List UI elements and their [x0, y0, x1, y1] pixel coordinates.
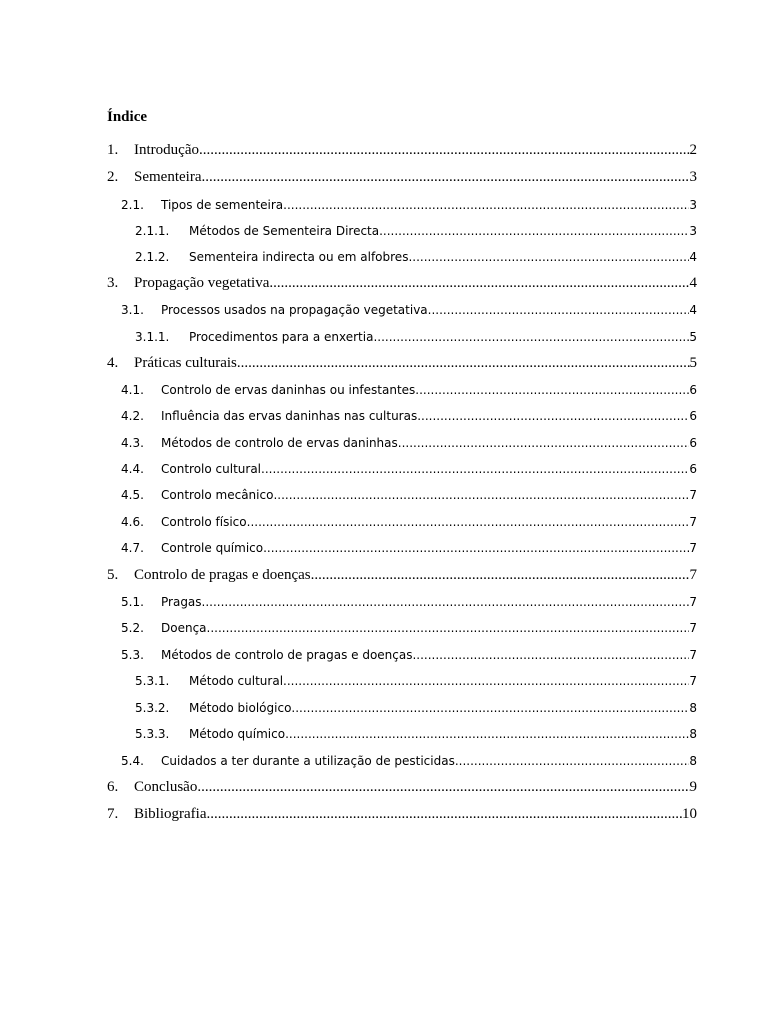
toc-entry-page: 7 [689, 567, 697, 583]
toc-entry[interactable] [121, 754, 697, 772]
toc-entry-number: 5. [107, 567, 119, 583]
toc-entry-page: 3 [689, 224, 697, 238]
toc-entry-page: 7 [689, 595, 697, 609]
toc-entry-number: 6. [107, 779, 119, 795]
toc-entry[interactable] [135, 330, 697, 348]
toc-entry-title: Práticas culturais [134, 355, 237, 371]
toc-entry-title: Tipos de sementeira [161, 198, 284, 212]
toc-entry-number: 3. [107, 275, 119, 291]
toc-entry-number: 4.7. [121, 541, 144, 555]
toc-entry-number: 2.1. [121, 198, 144, 212]
toc-leader-dots [311, 567, 690, 584]
toc-entry-title: Sementeira indirecta ou em alfobres [189, 250, 409, 264]
toc-entry-title: Cuidados a ter durante a utilização de pesticidas [161, 754, 455, 768]
toc-entry-number: 4.1. [121, 383, 144, 397]
toc-entry[interactable] [107, 275, 697, 295]
toc-entry[interactable] [121, 303, 697, 321]
toc-entry-number: 1. [107, 142, 119, 158]
toc-entry-page: 7 [689, 541, 697, 555]
toc-entry-title: Controlo mecânico [161, 488, 274, 502]
toc-entry-title: Doença [161, 621, 207, 635]
toc-entry-page: 7 [689, 621, 697, 635]
toc-entry-number: 4.2. [121, 409, 144, 423]
toc-entry[interactable] [107, 169, 697, 189]
toc-entry-page: 5 [689, 330, 697, 344]
toc-entry-number: 4.3. [121, 436, 144, 450]
toc-entry-title: Métodos de Sementeira Directa [189, 224, 380, 238]
toc-entry[interactable] [107, 567, 697, 587]
toc-entry-page: 7 [689, 648, 697, 662]
toc-entry[interactable] [121, 436, 697, 454]
toc-entry-number: 5.1. [121, 595, 144, 609]
toc-entry-page: 10 [682, 806, 697, 822]
toc-entry-title: Bibliografia [134, 806, 207, 822]
toc-entry-page: 3 [689, 169, 697, 185]
toc-leader-dots [283, 674, 689, 688]
toc-entry-title: Procedimentos para a enxertia [189, 330, 374, 344]
toc-leader-dots [202, 595, 690, 609]
toc-entry[interactable] [121, 198, 697, 216]
toc-entry-number: 4.6. [121, 515, 144, 529]
toc-entry-page: 6 [689, 436, 697, 450]
toc-entry-page: 3 [689, 198, 697, 212]
toc-leader-dots [247, 515, 690, 529]
toc-entry-page: 6 [689, 383, 697, 397]
toc-entry-page: 6 [689, 462, 697, 476]
toc-entry-title: Método químico [189, 727, 286, 741]
toc-entry[interactable] [135, 250, 697, 268]
toc-entry-number: 2.1.1. [135, 224, 170, 238]
toc-entry-number: 3.1. [121, 303, 144, 317]
toc-entry-title: Métodos de controlo de pragas e doenças [161, 648, 413, 662]
toc-entry-number: 5.2. [121, 621, 144, 635]
toc-entry-page: 6 [689, 409, 697, 423]
toc-entry[interactable] [107, 142, 697, 162]
toc-entry-number: 5.3. [121, 648, 144, 662]
toc-entry-page: 9 [689, 779, 697, 795]
toc-leader-dots [428, 303, 690, 317]
toc-entry[interactable] [121, 648, 697, 666]
toc-entry-page: 8 [689, 754, 697, 768]
toc-entry-title: Influência das ervas daninhas nas culturas [161, 409, 418, 423]
toc-leader-dots [199, 142, 690, 159]
toc-leader-dots [373, 330, 689, 344]
toc-entry-title: Propagação vegetativa [134, 275, 270, 291]
toc-entry-title: Controlo de ervas daninhas ou infestantes [161, 383, 416, 397]
toc-entry[interactable] [121, 462, 697, 480]
toc-entry-page: 4 [689, 303, 697, 317]
toc-entry-number: 4.4. [121, 462, 144, 476]
toc-leader-dots [201, 169, 689, 186]
toc-leader-dots [237, 355, 690, 372]
toc-entry[interactable] [121, 621, 697, 639]
toc-entry[interactable] [135, 701, 697, 719]
toc-entry-page: 4 [689, 275, 697, 291]
toc-leader-dots [206, 806, 682, 823]
toc-entry-page: 7 [689, 674, 697, 688]
toc-entry-title: Controlo cultural [161, 462, 262, 476]
toc-entry-number: 2.1.2. [135, 250, 170, 264]
toc-leader-dots [408, 250, 689, 264]
toc-entry-number: 4.5. [121, 488, 144, 502]
toc-entry-page: 2 [689, 142, 697, 158]
toc-leader-dots [207, 621, 690, 635]
toc-leader-dots [455, 754, 690, 768]
toc-entry-number: 4. [107, 355, 119, 371]
toc-entry-title: Sementeira [134, 169, 202, 185]
toc-entry-title: Método cultural [189, 674, 284, 688]
toc-leader-dots [197, 779, 689, 796]
toc-entry-number: 7. [107, 806, 119, 822]
toc-entry[interactable] [121, 541, 697, 559]
toc-entry[interactable] [107, 355, 697, 375]
toc-entry-title: Métodos de controlo de ervas daninhas [161, 436, 398, 450]
toc-entry-number: 3.1.1. [135, 330, 170, 344]
toc-entry-title: Processos usados na propagação vegetativa [161, 303, 428, 317]
toc-entry-page: 8 [689, 701, 697, 715]
toc-entry[interactable] [135, 224, 697, 242]
toc-entry-page: 7 [689, 515, 697, 529]
toc-entry[interactable] [121, 488, 697, 506]
toc-entry[interactable] [135, 727, 697, 745]
toc-leader-dots [283, 198, 689, 212]
toc-leader-dots [291, 701, 689, 715]
toc-title: Índice [107, 109, 148, 125]
toc-entry-title: Controlo físico [161, 515, 247, 529]
toc-entry[interactable] [121, 409, 697, 427]
toc-entry-number: 5.4. [121, 754, 144, 768]
toc-leader-dots [273, 488, 689, 502]
toc-leader-dots [269, 275, 689, 292]
toc-entry[interactable] [121, 383, 697, 401]
toc-entry-title: Introdução [134, 142, 199, 158]
toc-entry-title: Pragas [161, 595, 202, 609]
toc-entry-page: 5 [689, 355, 697, 371]
toc-entry-number: 5.3.2. [135, 701, 170, 715]
toc-entry-title: Controlo de pragas e doenças [134, 567, 311, 583]
toc-leader-dots [285, 727, 689, 741]
toc-leader-dots [263, 541, 689, 555]
toc-leader-dots [398, 436, 690, 450]
toc-entry-title: Método biológico [189, 701, 292, 715]
toc-entry-title: Conclusão [134, 779, 198, 795]
toc-entry[interactable] [107, 779, 697, 799]
toc-entry-number: 5.3.3. [135, 727, 170, 741]
toc-leader-dots [417, 409, 689, 423]
toc-leader-dots [379, 224, 689, 238]
toc-entry-page: 7 [689, 488, 697, 502]
toc-entry[interactable] [135, 674, 697, 692]
toc-leader-dots [412, 648, 689, 662]
toc-leader-dots [261, 462, 689, 476]
toc-entry[interactable] [121, 595, 697, 613]
toc-entry-title: Controle químico [161, 541, 264, 555]
toc-entry[interactable] [121, 515, 697, 533]
toc-entry-page: 4 [689, 250, 697, 264]
toc-entry-number: 2. [107, 169, 119, 185]
toc-leader-dots [415, 383, 689, 397]
toc-entry[interactable] [107, 806, 697, 826]
toc-entry-page: 8 [689, 727, 697, 741]
toc-entry-number: 5.3.1. [135, 674, 170, 688]
